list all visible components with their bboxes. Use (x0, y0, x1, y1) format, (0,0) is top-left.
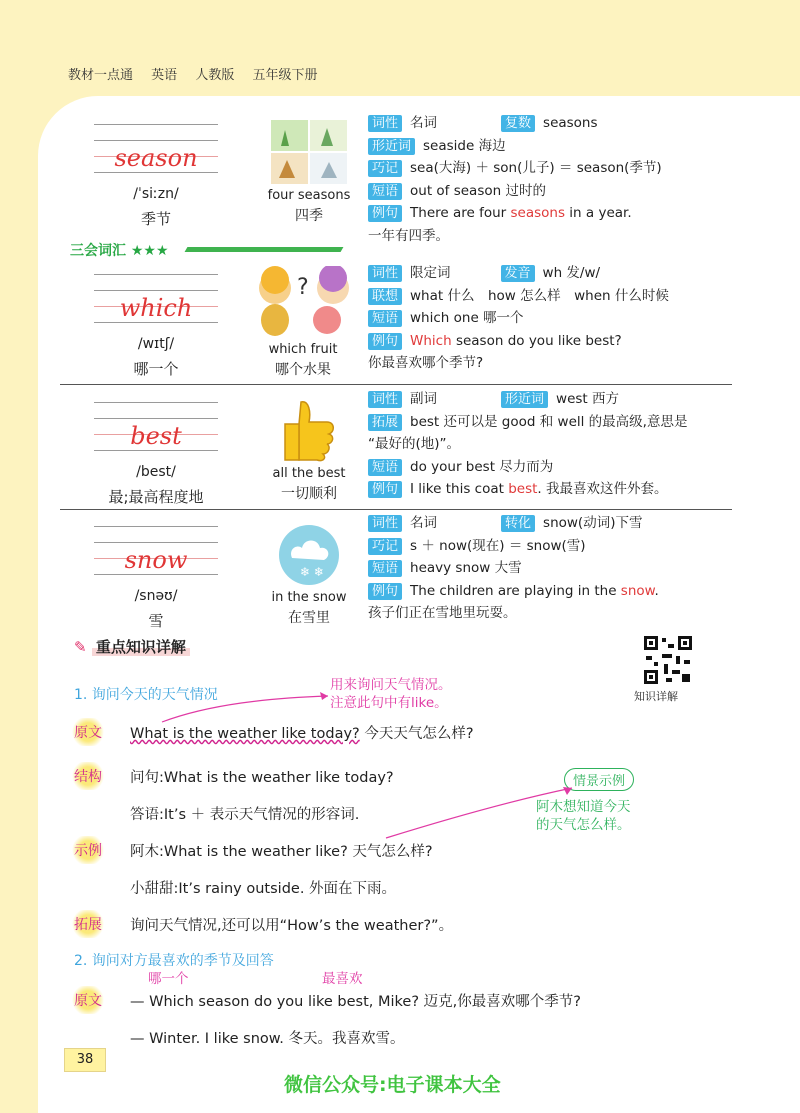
example-text: season do you like best? (451, 332, 622, 349)
info-value: seaside 海边 (423, 137, 506, 154)
kids-with-fruit-picture (247, 266, 359, 338)
example-highlight: Which (410, 332, 452, 349)
example-text: . 我最喜欢这件外套。 (537, 481, 668, 497)
tag-example: 例句 (368, 583, 402, 600)
tag-part-of-speech: 词性 (368, 265, 402, 282)
annotation-arrow (160, 690, 340, 726)
header-edition: 人教版 (195, 68, 235, 83)
vocab-word: best (130, 422, 182, 450)
original-sentence (130, 722, 474, 743)
vocab-word: season (114, 144, 198, 172)
annotation-best: 最喜欢 (322, 971, 363, 987)
info-value: wh 发/w/ (542, 265, 601, 281)
info-value: 名词 (410, 115, 438, 131)
word-meaning: 季节 (140, 210, 171, 228)
svg-text:?: ? (297, 275, 309, 300)
example-highlight: snow (620, 582, 655, 599)
question-1-title: 1. 询问今天的天气情况 (74, 687, 218, 703)
extension-line: 询问天气情况,还可以用“How’s the weather?”。 (130, 918, 454, 934)
annotation-line: 用来询问天气情况。 (330, 677, 452, 693)
header-subject: 英语 (151, 68, 178, 83)
info-value: 副词 (410, 391, 438, 407)
info-block (368, 388, 738, 501)
label-extension: 拓展 (70, 910, 106, 938)
picture-caption-en: in the snow (271, 590, 347, 605)
info-value: best 还可以是 good 和 well 的最高级,意思是 (410, 413, 688, 430)
book-header (68, 64, 331, 83)
pencil-icon: ✎ (74, 638, 87, 656)
example-text: The children are playing in the (410, 582, 621, 599)
section-label: 三会词汇 ★★★ (70, 243, 169, 259)
picture-caption-cn: 在雪里 (288, 610, 330, 626)
example-translation: 孩子们正在雪地里玩耍。 (368, 605, 517, 621)
example-highlight: best (508, 481, 538, 497)
picture-caption-en: all the best (272, 466, 346, 481)
tag-example: 例句 (368, 481, 402, 498)
tag-memory-trick: 巧记 (368, 538, 402, 555)
vocab-entry-season (60, 112, 736, 244)
scenario-arrow (384, 784, 584, 840)
word-box (94, 274, 218, 379)
separator (60, 509, 732, 510)
example-translation: 你最喜欢哪个季节? (368, 355, 484, 371)
info-value: seasons (543, 115, 598, 131)
original-en: What is the weather like today? (130, 726, 360, 742)
tag-phrase: 短语 (368, 310, 402, 327)
vocab-entry-snow (60, 512, 736, 632)
header-grade: 五年级下册 (252, 68, 318, 83)
thumbs-up-picture (279, 398, 339, 462)
page-number: 38 (64, 1048, 106, 1072)
question-2-title: 2. 询问对方最喜欢的季节及回答 (74, 953, 274, 969)
separator (60, 384, 732, 385)
example-translation: 一年有四季。 (368, 227, 449, 244)
tag-phrase: 短语 (368, 560, 402, 577)
tag-example: 例句 (368, 205, 402, 222)
picture-block (256, 398, 362, 503)
annotation-note (330, 676, 452, 712)
info-value: which one 哪一个 (410, 310, 524, 326)
picture-caption-cn: 哪个水果 (275, 362, 331, 378)
tag-memory-trick: 巧记 (368, 160, 402, 177)
tag-extension: 拓展 (368, 414, 402, 431)
word-meaning: 最;最高程度地 (108, 488, 204, 506)
four-seasons-picture (271, 120, 347, 184)
label-original: 原文 (70, 718, 106, 746)
scenario-note-line: 阿木想知道今天 (536, 799, 631, 815)
dialogue-line-1: — Which season do you like best, Mike? 迈克,你最喜欢哪个季节? (130, 994, 581, 1010)
section-bar (185, 247, 344, 252)
example-text: I like this coat (410, 481, 509, 497)
word-meaning: 哪一个 (133, 360, 179, 378)
info-block (368, 512, 738, 625)
info-continuation: “最好的(地)”。 (368, 436, 461, 452)
tag-phrase: 短语 (368, 459, 402, 476)
annotation-line: 注意此句中有like。 (330, 695, 448, 711)
label-example: 示例 (70, 836, 106, 864)
info-value: west 西方 (556, 391, 619, 407)
info-value: out of season 过时的 (410, 182, 546, 199)
picture-caption-cn: 四季 (295, 208, 323, 224)
example-line-2: 小甜甜:It’s rainy outside. 外面在下雨。 (130, 881, 397, 897)
key-points-title (74, 636, 190, 657)
label-original-2: 原文 (70, 986, 106, 1014)
example-highlight: seasons (510, 205, 566, 221)
example-text: . (654, 582, 659, 599)
info-value: s ＋ now(现在) ＝ snow(雪) (410, 537, 586, 554)
info-value: snow(动词)下雪 (543, 515, 643, 531)
info-value: sea(大海) ＋ son(儿子) ＝ season(季节) (410, 160, 662, 176)
header-book: 教材一点通 (68, 68, 134, 83)
tag-part-of-speech: 词性 (368, 515, 402, 532)
qr-label: 知识详解 (634, 690, 678, 703)
scenario-bubble: 情景示例 (564, 768, 634, 791)
tag-conversion: 转化 (501, 515, 535, 532)
tag-similar-word: 形近词 (368, 138, 415, 155)
picture-block (256, 524, 362, 627)
snow-cloud-icon (278, 524, 340, 586)
tag-pronunciation: 发音 (501, 265, 535, 282)
qr-code-icon[interactable] (642, 634, 694, 686)
tag-phrase: 短语 (368, 183, 402, 200)
picture-block (256, 120, 362, 225)
info-block (368, 262, 738, 375)
svg-text:❄ ❄: ❄ ❄ (300, 565, 324, 579)
tag-plural: 复数 (501, 115, 535, 132)
tag-similar-word: 形近词 (501, 391, 548, 408)
phonetic: /best/ (136, 464, 176, 480)
picture-caption-cn: 一切顺利 (281, 486, 337, 502)
info-value: 限定词 (410, 265, 451, 281)
tag-part-of-speech: 词性 (368, 391, 402, 408)
scenario-note-line: 的天气怎么样。 (536, 817, 631, 833)
vocab-word: which (119, 294, 193, 322)
vocab-word: snow (124, 546, 188, 574)
key-points-title-text: 重点知识详解 (92, 638, 190, 656)
picture-caption-en: four seasons (267, 188, 351, 203)
info-block (368, 112, 738, 247)
vocab-entry-best (60, 388, 736, 508)
word-meaning: 雪 (148, 612, 164, 630)
phonetic: /ˈsiːzn/ (133, 186, 179, 202)
phonetic: /snəʊ/ (134, 588, 178, 604)
footer-watermark: 微信公众号:电子课本大全 (284, 1074, 501, 1096)
info-value: what 什么 how 怎么样 when 什么时候 (410, 287, 669, 304)
info-value: do your best 尽力而为 (410, 458, 554, 475)
original-cn: 今天天气怎么样? (359, 726, 474, 742)
vocab-entry-which (60, 262, 736, 382)
annotation-which: 哪一个 (148, 971, 189, 987)
example-line-1: 阿木:What is the weather like? 天气怎么样? (130, 844, 433, 860)
picture-caption-en: which fruit (268, 342, 338, 357)
tag-example: 例句 (368, 333, 402, 350)
dialogue-line-2: — Winter. I like snow. 冬天。我喜欢雪。 (130, 1031, 405, 1047)
tag-association: 联想 (368, 288, 402, 305)
word-box (94, 124, 218, 229)
picture-block (240, 266, 366, 379)
word-box (94, 526, 218, 631)
example-text: There are four (410, 205, 511, 221)
structure-answer: 答语:It’s ＋ 表示天气情况的形容词. (130, 807, 360, 823)
phonetic: /wɪtʃ/ (137, 336, 175, 352)
structure-question: 问句:What is the weather like today? (130, 770, 394, 786)
word-box (94, 402, 218, 507)
label-structure: 结构 (70, 762, 106, 790)
info-value: 名词 (410, 515, 438, 531)
example-text: in a year. (565, 205, 632, 221)
tag-part-of-speech: 词性 (368, 115, 402, 132)
info-value: heavy snow 大雪 (410, 560, 522, 576)
